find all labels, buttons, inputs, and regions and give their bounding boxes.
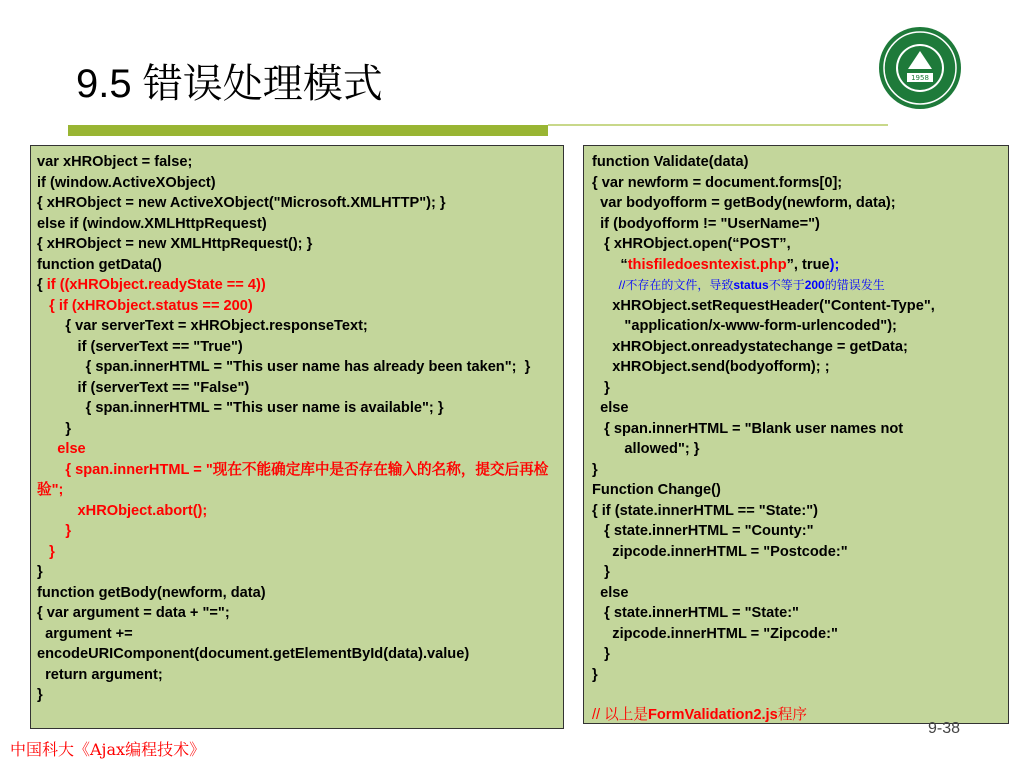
code-line: }	[592, 461, 598, 478]
code-line: else	[592, 400, 629, 416]
code-line: if (bodyofform != "UserName=")	[592, 215, 820, 232]
code-line: var bodyofform = getBody(newform, data);	[592, 195, 896, 211]
code-line: "application/x-www-form-urlencoded");	[592, 318, 897, 334]
code-line: argument +=	[37, 625, 133, 642]
code-line: }	[37, 420, 72, 437]
code-line: zipcode.innerHTML = "Zipcode:"	[592, 625, 838, 642]
code-line: }	[37, 687, 43, 703]
code-line: { state.innerHTML = "State:"	[592, 605, 799, 621]
code-line: }	[592, 646, 610, 662]
page-number: 9-38	[928, 720, 961, 737]
code-line: { xHRObject = new XMLHttpRequest(); }	[37, 236, 313, 252]
code-line: return argument;	[37, 666, 163, 683]
code-line	[37, 275, 563, 296]
code-text-blue: );	[829, 256, 840, 273]
code-line: function getData()	[37, 256, 162, 273]
code-line: { span.innerHTML = "This user name is available"; }	[37, 400, 444, 416]
slide-title: 9.5 错误处理模式	[76, 62, 383, 106]
footer-text: 中国科大《Ajax编程技术》	[10, 740, 206, 759]
code-line: { xHRObject.open(“POST”,	[592, 236, 791, 252]
left-code-panel	[30, 145, 564, 729]
code-line: }	[37, 543, 55, 560]
code-line: }	[592, 666, 598, 683]
code-line: xHRObject.setRequestHeader("Content-Type",	[592, 297, 935, 314]
code-line: function Validate(data)	[592, 154, 749, 170]
code-line: { var newform = document.forms[0];	[592, 174, 843, 191]
code-comment	[592, 275, 1008, 296]
code-text-red: if ((xHRObject.readyState == 4))	[46, 277, 266, 293]
code-line: { var argument = data + "=";	[37, 605, 230, 621]
code-line: { xHRObject = new ActiveXObject("Microsoft.XMLHTTP"); }	[37, 195, 446, 211]
code-line: }	[37, 523, 72, 539]
code-line: }	[592, 379, 610, 396]
blank-line	[592, 685, 1008, 705]
code-text-red: thisfiledoesntexist.php	[627, 256, 787, 273]
code-line: function getBody(newform, data)	[37, 584, 266, 601]
svg-text:1958: 1958	[911, 74, 929, 82]
comment-text-bold: status	[733, 278, 769, 292]
comment-text: 不等于	[768, 278, 805, 292]
code-line: Function Change()	[592, 482, 721, 498]
code-line: }	[37, 564, 43, 580]
code-line: { span.innerHTML = "Blank user names not	[592, 420, 904, 437]
code-line: { span.innerHTML = "This user name has already been taken"; }	[37, 359, 531, 375]
code-text: “	[592, 256, 628, 273]
comment-text-bold: 200	[804, 278, 825, 292]
code-line: { if (xHRObject.status == 200)	[37, 297, 253, 314]
code-line	[592, 255, 1008, 276]
code-line: encodeURIComponent(document.getElementById(data).value)	[37, 646, 470, 662]
code-line: if (window.ActiveXObject)	[37, 174, 216, 191]
code-line: else if (window.XMLHttpRequest)	[37, 215, 267, 232]
note-text: // 以上是	[592, 707, 648, 723]
code-line: allowed"; }	[592, 441, 700, 457]
comment-text: 的错误发生	[824, 278, 885, 292]
note-text: 程序	[777, 707, 807, 723]
code-line: xHRObject.abort();	[37, 502, 208, 519]
code-line: xHRObject.onreadystatechange = getData;	[592, 338, 908, 355]
code-line: { if (state.innerHTML == "State:")	[592, 502, 819, 519]
comment-text: //不存在的文件，导致	[592, 278, 734, 292]
title-underline-bar	[68, 125, 548, 136]
code-line: { state.innerHTML = "County:"	[592, 523, 814, 539]
code-text: ”, true	[786, 256, 830, 273]
code-line: zipcode.innerHTML = "Postcode:"	[592, 543, 848, 560]
university-logo	[877, 25, 963, 111]
title-underline-thin	[548, 124, 888, 126]
code-line: { span.innerHTML = "现在不能确定库中是否存在输入的名称，提交后再检验";	[37, 461, 549, 498]
note-text-bold: FormValidation2.js	[647, 707, 778, 723]
code-line: if (serverText == "True")	[37, 338, 243, 355]
right-code-panel	[583, 145, 1009, 724]
code-line: else	[37, 441, 86, 457]
code-line: if (serverText == "False")	[37, 379, 250, 396]
code-line: { var serverText = xHRObject.responseText;	[37, 318, 368, 334]
code-line: var xHRObject = false;	[37, 154, 193, 170]
code-line: xHRObject.send(bodyofform); ;	[592, 359, 830, 375]
code-text: {	[37, 277, 47, 293]
code-line: }	[592, 564, 610, 580]
code-line: else	[592, 584, 629, 601]
